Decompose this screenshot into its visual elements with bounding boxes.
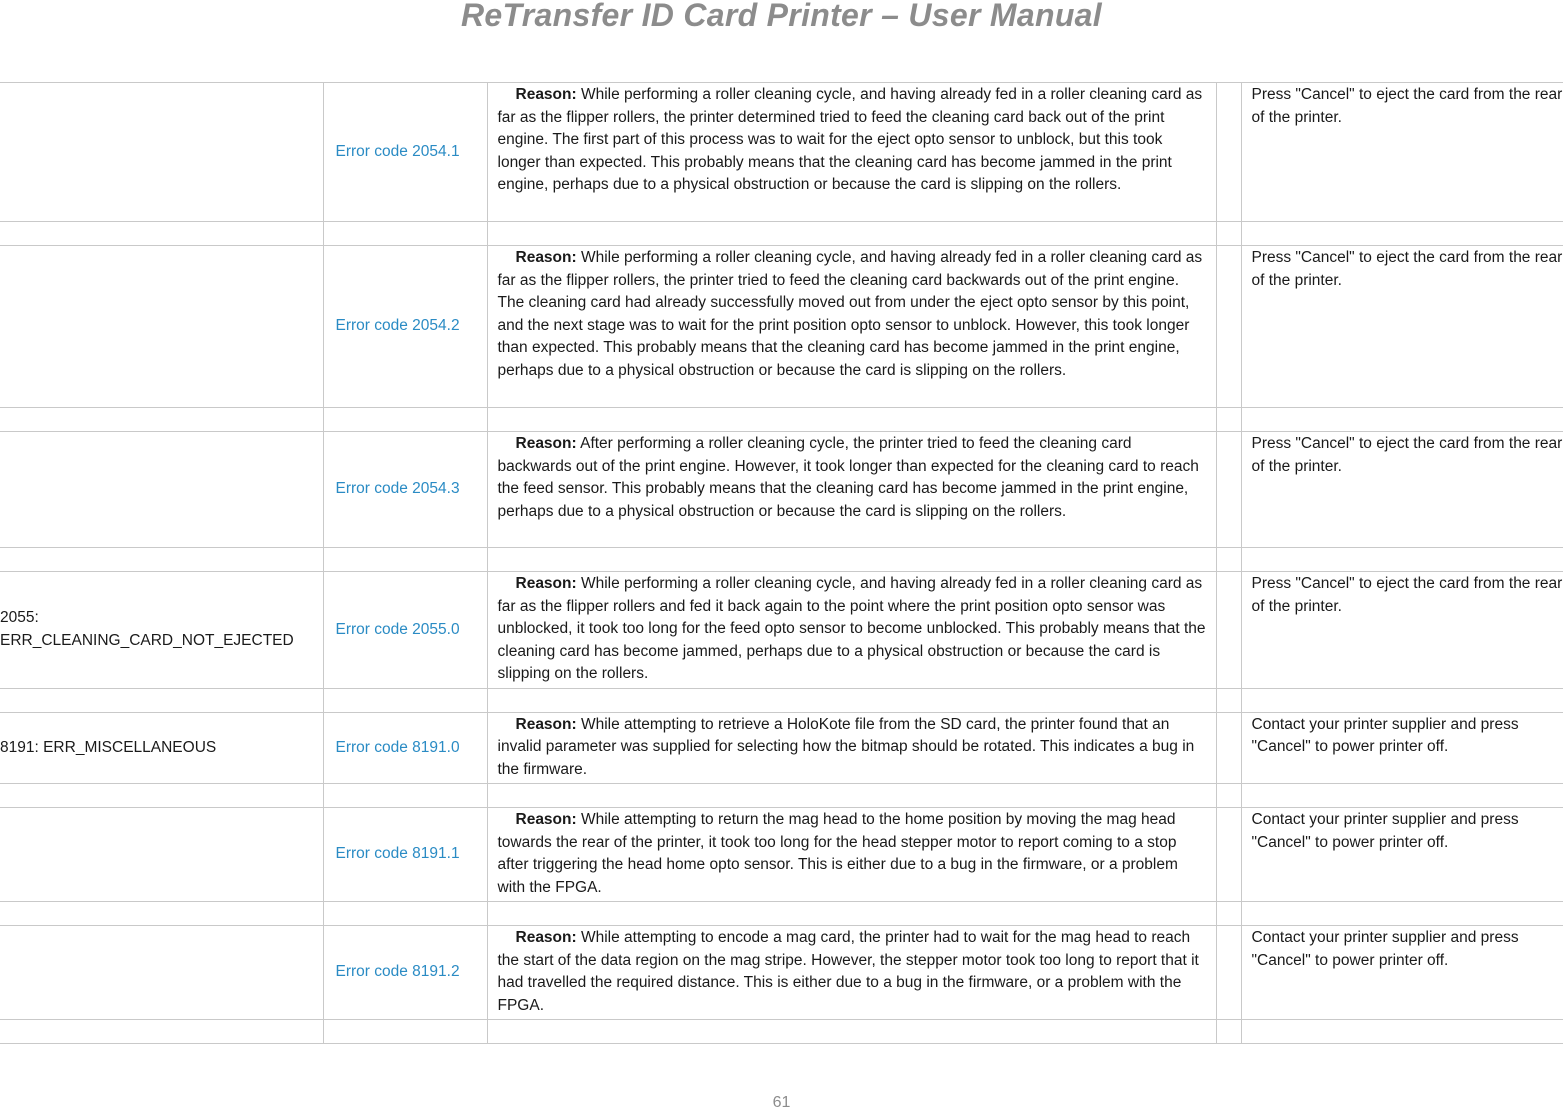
blank-cell (1216, 83, 1241, 222)
reason-cell (487, 246, 1216, 408)
document-title: ReTransfer ID Card Printer – User Manual (461, 0, 1102, 33)
reason-cell (487, 572, 1216, 689)
reason-text: While attempting to return the mag head to the home position by moving the mag head towards the rear of the printer, it took too long for the head stepper motor to report coming to a stop after triggering the head home opto sensor. This is either due to a bug in the firmware, or a problem with the FPGA. (497, 811, 1178, 896)
table-row (0, 572, 1563, 689)
action-cell: Press "Cancel" to eject the card from the rear of the printer. (1241, 246, 1563, 408)
blank-cell (1216, 246, 1241, 408)
reason-label: Reason: (515, 811, 577, 828)
spacer-row (0, 408, 1563, 432)
error-subcode-cell: Error code 8191.1 (323, 808, 487, 902)
blank-cell (1216, 926, 1241, 1020)
table-row (0, 83, 1563, 222)
reason-label: Reason: (515, 86, 577, 103)
error-subcode-cell: Error code 2054.1 (323, 83, 487, 222)
spacer-row (0, 548, 1563, 572)
reason-label: Reason: (515, 249, 577, 266)
reason-cell (487, 926, 1216, 1020)
error-name-cell (0, 926, 323, 1020)
error-name-cell: 2055: ERR_CLEANING_CARD_NOT_EJECTED (0, 572, 323, 689)
action-cell: Contact your printer supplier and press "Cancel" to power printer off. (1241, 712, 1563, 784)
reason-text: While performing a roller cleaning cycle, and having already fed in a roller cleaning card as far as the flipper rollers, the printer tried to feed the cleaning card backwards out of the print engine. The cleaning card had already successfully moved out from under the eject opto sensor by this point, and the next stage was to wait for the print position opto sensor to unblock. However, this took longer than expected. This probably means that the cleaning card has become jammed in the print engine, perhaps due to a physical obstruction or because the card is slipping on the rollers. (497, 249, 1203, 379)
page-number: 61 (772, 1094, 791, 1111)
reason-text: While attempting to retrieve a HoloKote file from the SD card, the printer found that an invalid parameter was supplied for selecting how the bitmap should be rotated. This indicates a bug in the firmware. (497, 715, 1195, 778)
reason-cell (487, 83, 1216, 222)
reason-cell (487, 432, 1216, 548)
action-cell: Press "Cancel" to eject the card from the rear of the printer. (1241, 83, 1563, 222)
error-subcode-cell: Error code 2055.0 (323, 572, 487, 689)
spacer-row (0, 902, 1563, 926)
error-subcode-cell: Error code 8191.0 (323, 712, 487, 784)
error-subcode-cell: Error code 8191.2 (323, 926, 487, 1020)
reason-label: Reason: (515, 929, 577, 946)
error-code-table (0, 82, 1563, 1044)
error-name-cell (0, 808, 323, 902)
reason-text: After performing a roller cleaning cycle, the printer tried to feed the cleaning card backwards out of the print engine. However, it took longer than expected for the cleaning card to reach the feed sensor. This probably means that the cleaning card has become jammed in the print engine, perhaps due to a physical obstruction or because the card is slipping on the rollers. (497, 435, 1199, 520)
action-cell: Contact your printer supplier and press "Cancel" to power printer off. (1241, 926, 1563, 1020)
blank-cell (1216, 572, 1241, 689)
error-code-table-body (0, 83, 1563, 1044)
action-cell: Press "Cancel" to eject the card from the rear of the printer. (1241, 432, 1563, 548)
action-cell: Contact your printer supplier and press "Cancel" to power printer off. (1241, 808, 1563, 902)
reason-cell (487, 808, 1216, 902)
error-name-cell (0, 432, 323, 548)
reason-text: While performing a roller cleaning cycle, and having already fed in a roller cleaning card as far as the flipper rollers, the printer determined tried to feed the cleaning card back out of the print engine. The first part of this process was to wait for the eject opto sensor to unblock, but this took longer than expected. This probably means that the cleaning card has become jammed in the print engine, perhaps due to a physical obstruction or because the card is slipping on the rollers. (497, 86, 1203, 193)
error-subcode-cell: Error code 2054.2 (323, 246, 487, 408)
table-row (0, 926, 1563, 1020)
reason-text: While performing a roller cleaning cycle, and having already fed in a roller cleaning card as far as the flipper rollers and fed it back again to the point where the print position opto sensor was unblocked, it took too long for the feed opto sensor to become unblocked. This probably means that the cleaning card has become jammed, perhaps due to a physical obstruction or because the card is slipping on the rollers. (497, 575, 1206, 682)
error-name-cell: 8191: ERR_MISCELLANEOUS (0, 712, 323, 784)
reason-cell (487, 712, 1216, 784)
blank-cell (1216, 432, 1241, 548)
error-subcode-cell: Error code 2054.3 (323, 432, 487, 548)
error-name-cell (0, 83, 323, 222)
table-row (0, 432, 1563, 548)
action-cell: Press "Cancel" to eject the card from the rear of the printer. (1241, 572, 1563, 689)
reason-label: Reason: (515, 435, 577, 452)
reason-label: Reason: (515, 575, 577, 592)
spacer-row (0, 1020, 1563, 1044)
blank-cell (1216, 712, 1241, 784)
blank-cell (1216, 808, 1241, 902)
spacer-row (0, 688, 1563, 712)
table-row (0, 808, 1563, 902)
table-row (0, 246, 1563, 408)
spacer-row (0, 784, 1563, 808)
table-row (0, 712, 1563, 784)
spacer-row (0, 222, 1563, 246)
error-name-cell (0, 246, 323, 408)
reason-label: Reason: (515, 715, 577, 733)
reason-text: While attempting to encode a mag card, the printer had to wait for the mag head to reach the start of the data region on the mag stripe. However, the stepper motor took too long to report that it had travelled the required distance. This is either due to a bug in the firmware, or a problem with the FPGA. (497, 929, 1199, 1014)
